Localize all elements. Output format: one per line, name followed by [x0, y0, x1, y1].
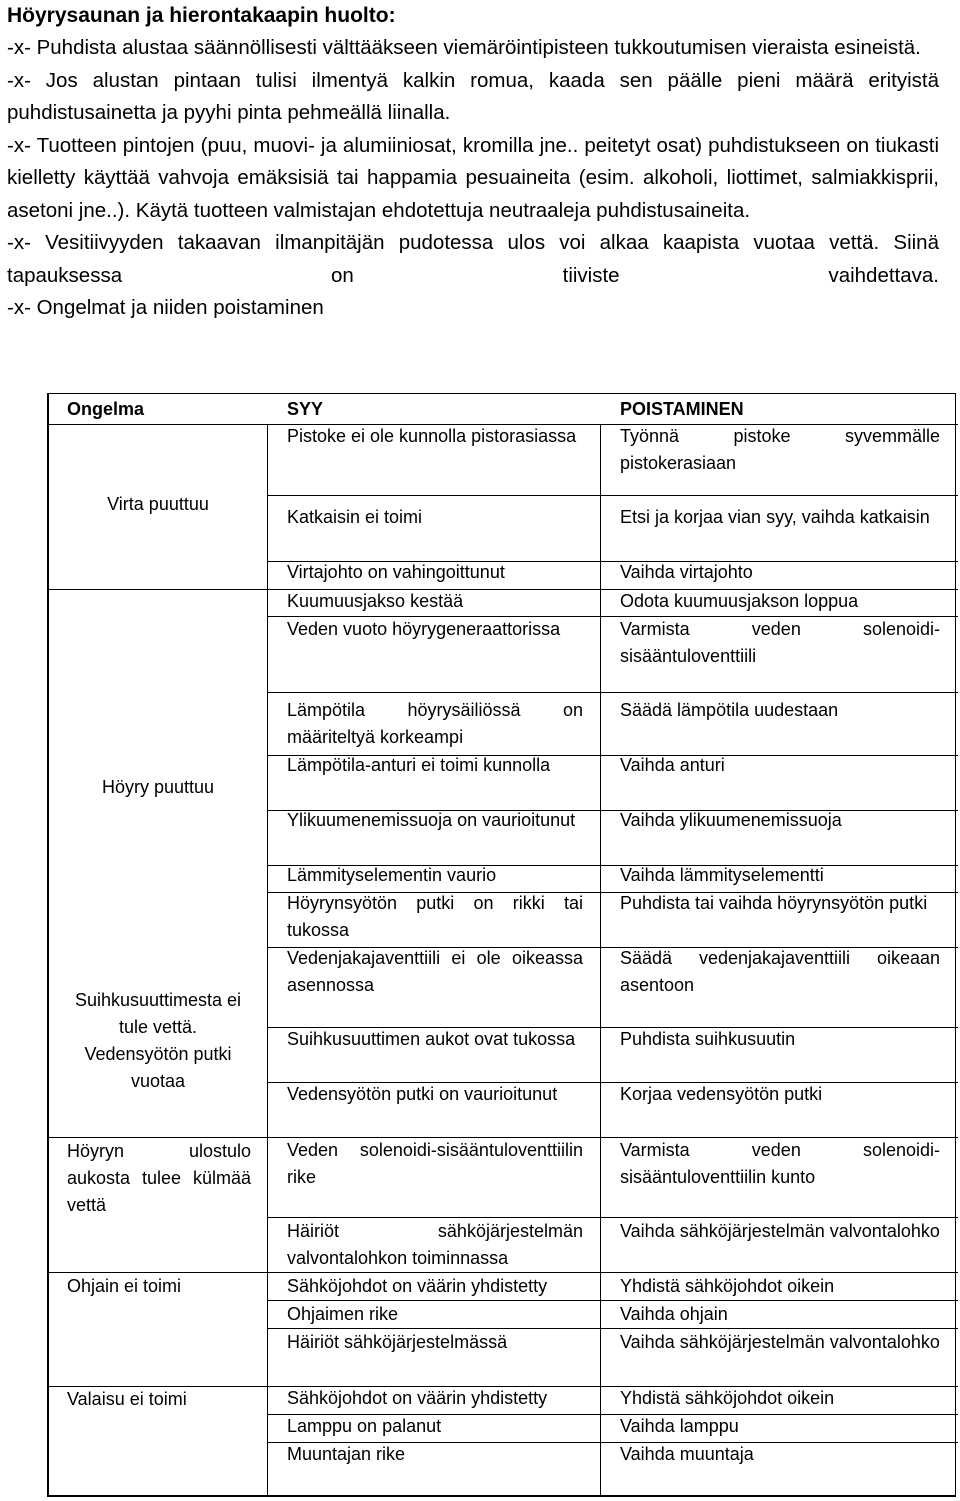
fix-cell: Säädä vedenjakajaventtiili oikeaan asentoon [620, 948, 940, 995]
row-divider [267, 495, 958, 496]
paragraph: -x- Jos alustan pintaan tulisi ilmentyä kalkin romua, kaada sen päälle pieni määrä erityistä puhdistusainetta ja pyyhi pinta pehmeällä liinalla. [7, 68, 939, 124]
cause-cell: Sähköjohdot on väärin yhdistetty [287, 1388, 548, 1408]
problem-cell: Höyry puuttuu [101, 777, 215, 797]
fix-cell: Vaihda sähköjärjestelmän valvontalohko [620, 1221, 940, 1241]
fix-cell: Etsi ja korjaa vian syy, vaihda katkaisin [620, 507, 930, 527]
fix-cell: Varmista veden solenoidi-sisääntuloventtiili [620, 619, 940, 666]
cause-cell: Muuntajan rike [287, 1444, 406, 1464]
cause-cell: Höyrynsyötön putki on rikki tai tukossa [287, 893, 583, 940]
cause-cell: Ohjaimen rike [287, 1304, 399, 1324]
column-divider [600, 424, 601, 1496]
document-body [7, 0, 939, 325]
paragraph: -x- Tuotteen pintojen (puu, muovi- ja alumiiniosat, kromilla jne.. peitetyt osat) puhdistukseen on tiukasti kielletty käyttää vahvoja emäksisiä tai happamia pesuaineita (esim. alkoholi, liottimet, salmiakkisprii, asetoni jne..). Käytä tuotteen valmistajan ehdotettuja neutraaleja puhdistusaineita. [7, 133, 939, 222]
fix-cell: Varmista veden solenoidi-sisääntuloventtiilin kunto [620, 1140, 940, 1187]
cause-cell: Pistoke ei ole kunnolla pistorasiassa [287, 426, 577, 446]
cause-cell: Veden solenoidi-sisääntuloventtiilin rike [287, 1140, 583, 1187]
fix-cell: Vaihda lämmityselementti [620, 865, 824, 885]
fix-cell: Korjaa vedensyötön putki [620, 1084, 823, 1104]
cause-cell: Kuumuusjakso kestää [287, 591, 464, 611]
fix-cell: Vaihda muuntaja [620, 1444, 754, 1464]
fix-cell: Vaihda ylikuumenemissuoja [620, 810, 842, 830]
problem-cell: Höyryn ulostulo aukosta tulee külmää vettä [67, 1141, 251, 1215]
problem-cell: Suihkusuuttimesta ei tule vettä. Vedensyötön putki vuotaa [74, 990, 242, 1091]
column-divider [267, 424, 268, 1496]
cause-cell: Virtajohto on vahingoittunut [287, 562, 505, 582]
fix-cell: Vaihda virtajohto [620, 562, 753, 582]
fix-cell: Työnnä pistoke syvemmälle pistokerasiaan [620, 426, 940, 473]
paragraph: -x- Vesitiivyyden takaavan ilmanpitäjän pudotessa ulos voi alkaa kaapista vuotaa vettä. Siinä tapauksessa on tiiviste vaihdettava. [7, 231, 939, 287]
fix-cell: Yhdistä sähköjohdot oikein [620, 1276, 835, 1296]
cause-cell: Häiriöt sähköjärjestelmässä [287, 1332, 508, 1352]
cause-cell: Lamppu on palanut [287, 1416, 442, 1436]
cause-cell: Häiriöt sähköjärjestelmän valvontalohkon toiminnassa [287, 1221, 583, 1268]
paragraph: -x- Puhdista alustaa säännöllisesti välttääkseen viemäröintipisteen tukkoutumisen vieraista esineistä. [7, 36, 921, 59]
cause-cell: Vedensyötön putki on vaurioitunut [287, 1084, 558, 1104]
fix-cell: Odota kuumuusjakson loppua [620, 591, 859, 611]
row-divider [267, 692, 958, 693]
cause-cell: Vedenjakajaventtiili ei ole oikeassa asennossa [287, 948, 583, 995]
fix-cell: Puhdista suihkusuutin [620, 1029, 796, 1049]
fix-cell: Vaihda sähköjärjestelmän valvontalohko [620, 1332, 940, 1352]
fix-cell: Vaihda ohjain [620, 1304, 728, 1324]
row-divider [49, 589, 267, 590]
fix-cell: Vaihda anturi [620, 755, 725, 775]
column-header-problem: Ongelma [67, 399, 145, 419]
fix-cell: Säädä lämpötila uudestaan [620, 700, 839, 720]
problem-cell: Valaisu ei toimi [67, 1389, 187, 1409]
cause-cell: Ylikuumenemissuoja on vaurioitunut [287, 810, 576, 830]
cause-cell: Sähköjohdot on väärin yhdistetty [287, 1276, 548, 1296]
cause-cell: Lämmityselementin vaurio [287, 865, 497, 885]
fix-cell: Yhdistä sähköjohdot oikein [620, 1388, 835, 1408]
problem-cell: Virta puuttuu [107, 494, 209, 514]
row-divider [49, 424, 267, 425]
paragraph: -x- Ongelmat ja niiden poistaminen [7, 296, 324, 319]
cause-cell: Katkaisin ei toimi [287, 507, 423, 527]
column-header-cause: SYY [287, 399, 324, 419]
cause-cell: Lämpötila höyrysäiliössä on määriteltyä korkeampi [287, 700, 583, 747]
fix-cell: Vaihda lamppu [620, 1416, 739, 1436]
cause-cell: Lämpötila-anturi ei toimi kunnolla [287, 755, 551, 775]
troubleshooting-table [47, 393, 956, 1497]
cause-cell: Veden vuoto höyrygeneraattorissa [287, 619, 561, 639]
column-header-fix: POISTAMINEN [620, 399, 744, 419]
page-title: Höyrysaunan ja hierontakaapin huolto: [7, 4, 396, 27]
problem-cell: Ohjain ei toimi [67, 1276, 182, 1296]
cause-cell: Suihkusuuttimen aukot ovat tukossa [287, 1029, 576, 1049]
fix-cell: Puhdista tai vaihda höyrynsyötön putki [620, 893, 928, 913]
